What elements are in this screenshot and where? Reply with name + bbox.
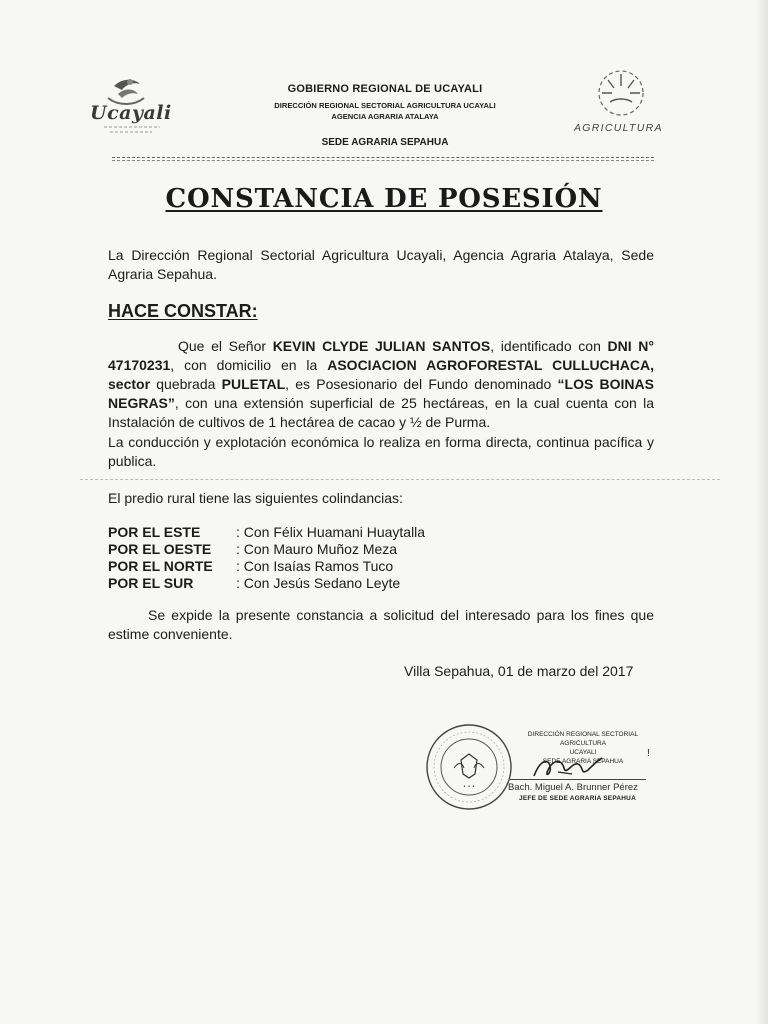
boundary-direction: POR EL SUR — [108, 575, 194, 591]
expide-text: Se expide la presente constancia a solicitud del interesado para los fines que estime conveniente. — [108, 607, 654, 642]
header-direction: DIRECCIÓN REGIONAL SECTORIAL AGRICULTURA UCAYALI — [274, 101, 496, 110]
conduction-paragraph: La conducción y explotación económica lo realiza en forma directa, continua pacífica y publica. — [108, 434, 654, 469]
signer-name: Bach. Miguel A. Brunner Pérez — [508, 782, 638, 793]
margin-mark: ! — [647, 748, 650, 759]
sig-org-line1: DIRECCIÓN REGIONAL SECTORIAL AGRICULTURA — [527, 731, 639, 747]
boundary-row — [108, 575, 425, 592]
official-seal-icon — [424, 722, 514, 812]
expide-paragraph — [108, 606, 654, 644]
dni-number: DNI N° 47170231 — [108, 338, 654, 373]
document-title: CONSTANCIA DE POSESIÓN — [165, 184, 603, 214]
boundary-owner: : Con Félix Huamani Huaytalla — [236, 524, 426, 540]
boundary-direction: POR EL ESTE — [108, 524, 201, 540]
issue-date: Villa Sepahua, 01 de marzo del 2017 — [404, 663, 634, 679]
sig-org-line3: SEDE AGRARIA SEPAHUA — [542, 758, 624, 765]
boundary-direction: POR EL OESTE — [108, 541, 212, 557]
ucayali-logo-text: Ucayali — [90, 102, 172, 124]
boundary-owner: : Con Isaías Ramos Tuco — [236, 558, 394, 574]
para-text-5: , es Posesionario del Fundo denominado — [285, 376, 558, 392]
scan-artifact-line — [80, 479, 720, 480]
boundary-direction: POR EL NORTE — [108, 558, 213, 574]
header-divider — [112, 157, 654, 158]
sig-org-line2: UCAYALI — [569, 749, 597, 756]
holder-name: KEVIN CLYDE JULIAN SANTOS — [272, 338, 491, 354]
para-text-2: , identificado con — [490, 338, 608, 354]
scan-edge-shadow — [754, 0, 768, 1024]
boundaries-list — [108, 524, 425, 592]
header-divider-secondary — [112, 160, 654, 161]
boundary-owner: : Con Jesús Sedano Leyte — [236, 575, 401, 591]
para-text-1: Que el Señor — [178, 338, 273, 354]
header-government: GOBIERNO REGIONAL DE UCAYALI — [287, 83, 483, 95]
signature-line — [510, 779, 646, 780]
logo-subtext — [100, 124, 170, 138]
boundary-row — [108, 558, 425, 575]
agricultura-logo-icon — [588, 66, 654, 120]
boundary-row — [108, 524, 425, 541]
main-paragraph — [108, 337, 654, 432]
svg-text:• • •: • • • — [462, 784, 476, 790]
signer-role: JEFE DE SEDE AGRARIA SEPAHUA — [519, 795, 636, 802]
fundo-name: “LOS BOINAS NEGRAS” — [108, 376, 654, 411]
intro-paragraph: La Dirección Regional Sectorial Agricultura Ucayali, Agencia Agraria Atalaya, Sede Agraria Sepahua. — [108, 247, 654, 282]
para-text-4: quebrada — [150, 376, 222, 392]
agricultura-logo-text: AGRICULTURA — [574, 122, 663, 134]
boundary-row — [108, 541, 425, 558]
colindancias-intro: El predio rural tiene las siguientes colindancias: — [108, 490, 403, 506]
sector-name: PULETAL — [221, 376, 286, 392]
association-name: ASOCIACION AGROFORESTAL CULLUCHACA, sector — [108, 357, 655, 392]
para-text-6: , con una extensión superficial de 25 hectáreas, en la cual cuenta con la Instalación de cultivos de 1 hectárea de cacao y ½ de Purma. — [108, 395, 654, 430]
header-agency: AGENCIA AGRARIA ATALAYA — [331, 112, 439, 121]
hace-constar-heading: HACE CONSTAR: — [108, 301, 258, 321]
para-text-3: , con domicilio en la — [170, 357, 328, 373]
boundary-owner: : Con Mauro Muñoz Meza — [236, 541, 398, 557]
header-sede: SEDE AGRARIA SEPAHUA — [321, 137, 449, 148]
